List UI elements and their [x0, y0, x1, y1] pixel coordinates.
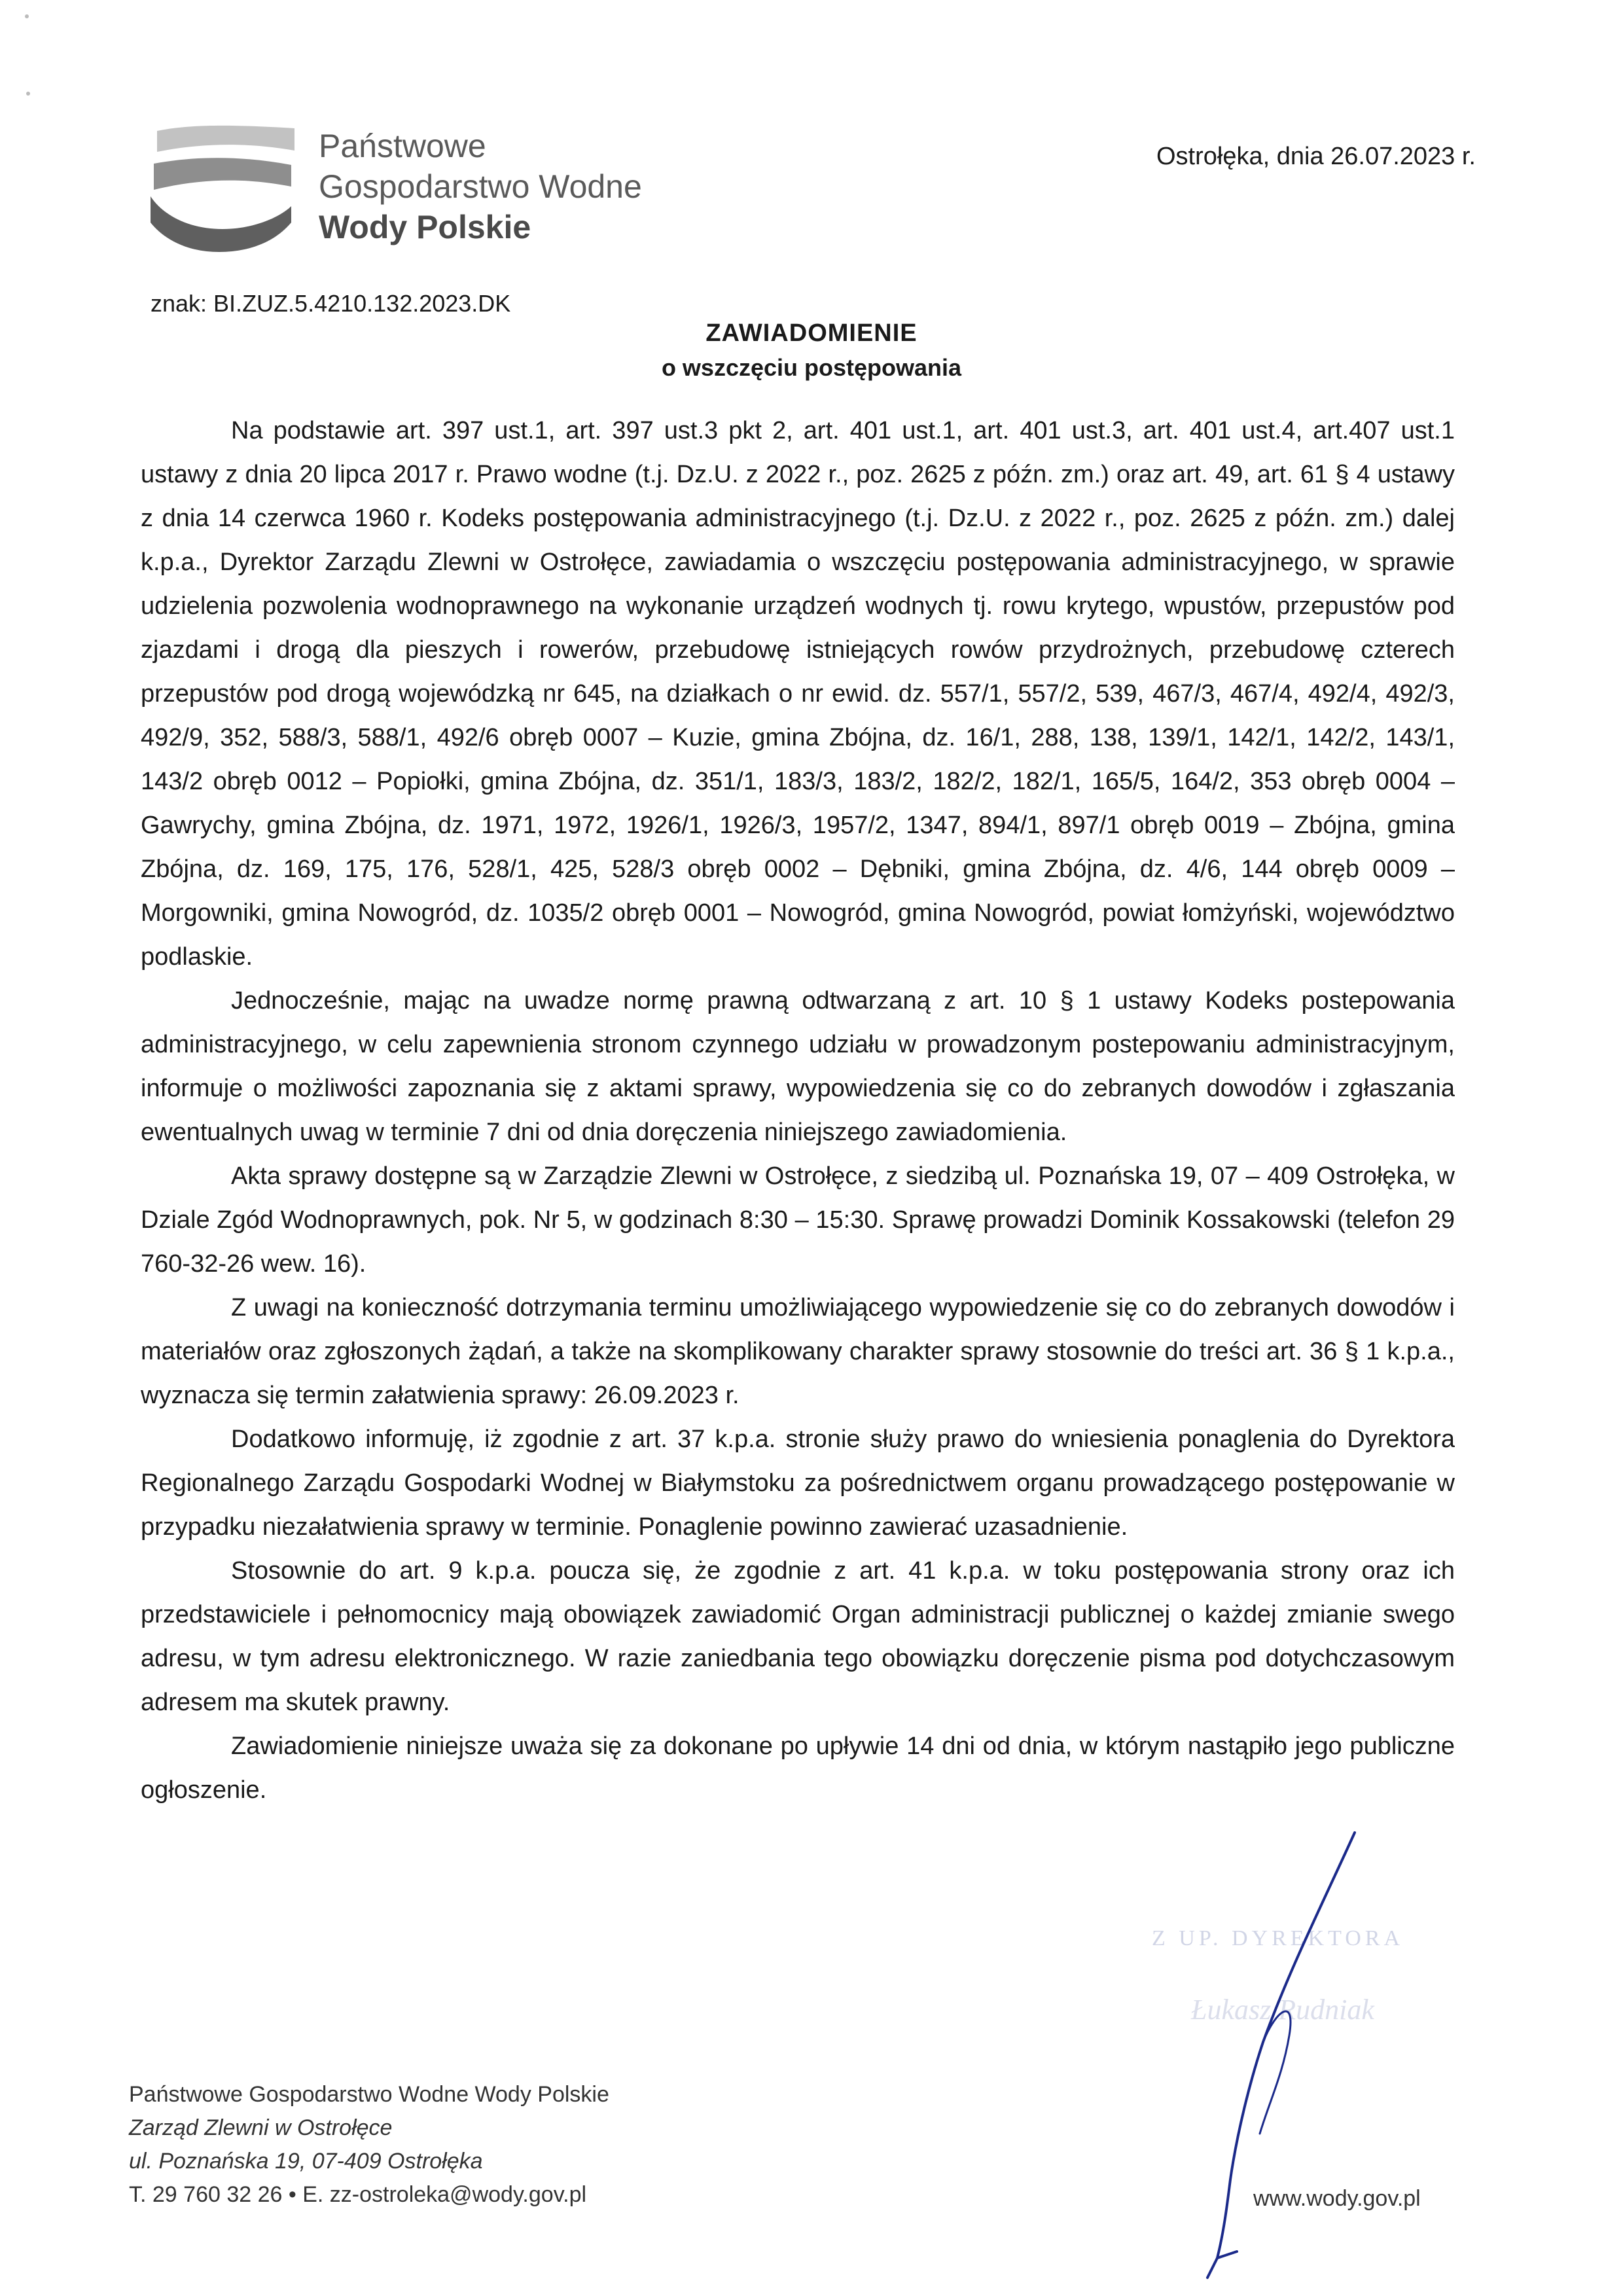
- document-body: [141, 409, 1455, 1812]
- paragraph: Jednocześnie, mając na uwadze normę prawną odtwarzaną z art. 10 § 1 ustawy Kodeks postepowania administracyjnego, w celu zapewnienia stronom czynnego udziału w prowadzonym postepowaniu administracyjnym, informuje o możliwości zapoznania się z aktami sprawy, wypowiedzenia się co do zebranych dowodów i zgłaszania ewentualnych uwag w terminie 7 dni od dnia doręczenia niniejszego zawiadomienia.: [141, 987, 1455, 1146]
- footer-line-1: Państwowe Gospodarstwo Wodne Wody Polskie: [129, 2082, 609, 2107]
- footer-website: www.wody.gov.pl: [1253, 2186, 1421, 2211]
- stamp-line-2: Łukasz Rudniak: [1191, 1994, 1374, 2026]
- footer-address: [129, 2078, 609, 2212]
- paragraph: Zawiadomienie niniejsze uważa się za dokonane po upływie 14 dni od dnia, w którym nastąpiło jego publiczne ogłoszenie.: [141, 1732, 1455, 1804]
- logo-line-2: Gospodarstwo Wodne: [319, 168, 642, 205]
- document-date: Ostrołęka, dnia 26.07.2023 r.: [1156, 143, 1476, 170]
- handwritten-signature-icon: [1191, 1826, 1387, 2284]
- logo-text: [319, 126, 642, 247]
- scan-mark: [25, 14, 29, 18]
- document-subtitle: o wszczęciu postępowania: [661, 354, 962, 381]
- paragraph: Na podstawie art. 397 ust.1, art. 397 ust.3 pkt 2, art. 401 ust.1, art. 401 ust.3, art. 401 ust.4, art.407 ust.1 ustawy z dnia 20 lipca 2017 r. Prawo wodne (t.j. Dz.U. z 2022 r., poz. 2625 z późn. zm.) oraz art. 49, art. 61 § 4 ustawy z dnia 14 czerwca 1960 r. Kodeks postępowania administracyjnego (t.j. Dz.U. z 2022 r., poz. 2625 z późn. zm.) dalej k.p.a., Dyrektor Zarządu Zlewni w Ostrołęce, zawiadamia o wszczęciu postępowania administracyjnego, w sprawie udzielenia pozwolenia wodnoprawnego na wykonanie urządzeń wodnych tj. rowu krytego, wpustów, przepustów pod zjazdami i drogą dla pieszych i rowerów, przebudowę istniejących rowów przydrożnych, przebudowę czterech przepustów pod drogą wojewódzką nr 645, na działkach o nr ewid. dz. 557/1, 557/2, 539, 467/3, 467/4, 492/4, 492/3, 492/9, 352, 588/3, 588/1, 492/6 obręb 0007 – Kuzie, gmina Zbójna, dz. 16/1, 288, 138, 139/1, 142/1, 142/2, 143/1, 143/2 obręb 0012 – Popiołki, gmina Zbójna, dz. 351/1, 183/3, 183/2, 182/2, 182/1, 165/5, 164/2, 353 obręb 0004 – Gawrychy, gmina Zbójna, dz. 1971, 1972, 1926/1, 1926/3, 1957/2, 1347, 894/1, 897/1 obręb 0019 – Zbójna, gmina Zbójna, dz. 169, 175, 176, 528/1, 425, 528/3 obręb 0002 – Dębniki, gmina Zbójna, dz. 4/6, 144 obręb 0009 – Morgowniki, gmina Nowogród, dz. 1035/2 obręb 0001 – Nowogród, gmina Nowogród, powiat łomżyński, województwo podlaskie.: [141, 417, 1455, 971]
- logo-line-1: Państwowe: [319, 128, 486, 164]
- organization-logo: [151, 124, 740, 275]
- logo-line-3: Wody Polskie: [319, 209, 531, 245]
- footer-contact: T. 29 760 32 26 • E. zz-ostroleka@wody.gov.pl: [129, 2182, 587, 2207]
- scan-mark: [26, 92, 30, 96]
- wave-logo-icon: [151, 124, 294, 255]
- paragraph: Dodatkowo informuję, iż zgodnie z art. 37 k.p.a. stronie służy prawo do wniesienia ponaglenia do Dyrektora Regionalnego Zarządu Gospodarki Wodnej w Białymstoku za pośrednictwem organu prowadzącego postępowanie w przypadku niezałatwienia sprawy w terminie. Ponaglenie powinno zawierać uzasadnienie.: [141, 1426, 1455, 1541]
- reference-number: znak: BI.ZUZ.5.4210.132.2023.DK: [151, 290, 511, 317]
- paragraph: Akta sprawy dostępne są w Zarządzie Zlewni w Ostrołęce, z siedzibą ul. Poznańska 19, 07 – 409 Ostrołęka, w Dziale Zgód Wodnoprawnych, pok. Nr 5, w godzinach 8:30 – 15:30. Sprawę prowadzi Dominik Kossakowski (telefon 29 760-32-26 wew. 16).: [141, 1162, 1455, 1278]
- paragraph: Stosownie do art. 9 k.p.a. poucza się, że zgodnie z art. 41 k.p.a. w toku postępowania strony oraz ich przedstawiciele i pełnomocnicy mają obowiązek zawiadomić Organ administracji publicznej o każdej zmianie swego adresu, w tym adresu elektronicznego. W razie zaniedbania tego obowiązku doręczenie pisma pod dotychczasowym adresem ma skutek prawny.: [141, 1557, 1455, 1716]
- stamp-line-1: Z UP. DYREKTORA: [1152, 1926, 1404, 1950]
- paragraph: Z uwagi na konieczność dotrzymania terminu umożliwiającego wypowiedzenie się co do zebranych dowodów i materiałów oraz zgłoszonych żądań, a także na skomplikowany charakter sprawy stosownie do treści art. 36 § 1 k.p.a., wyznacza się termin załatwienia sprawy: 26.09.2023 r.: [141, 1294, 1455, 1409]
- document-title: ZAWIADOMIENIE: [705, 319, 918, 347]
- title-block: [0, 319, 1623, 382]
- footer-line-3: ul. Poznańska 19, 07-409 Ostrołęka: [129, 2149, 483, 2174]
- footer-line-2: Zarząd Zlewni w Ostrołęce: [129, 2115, 393, 2140]
